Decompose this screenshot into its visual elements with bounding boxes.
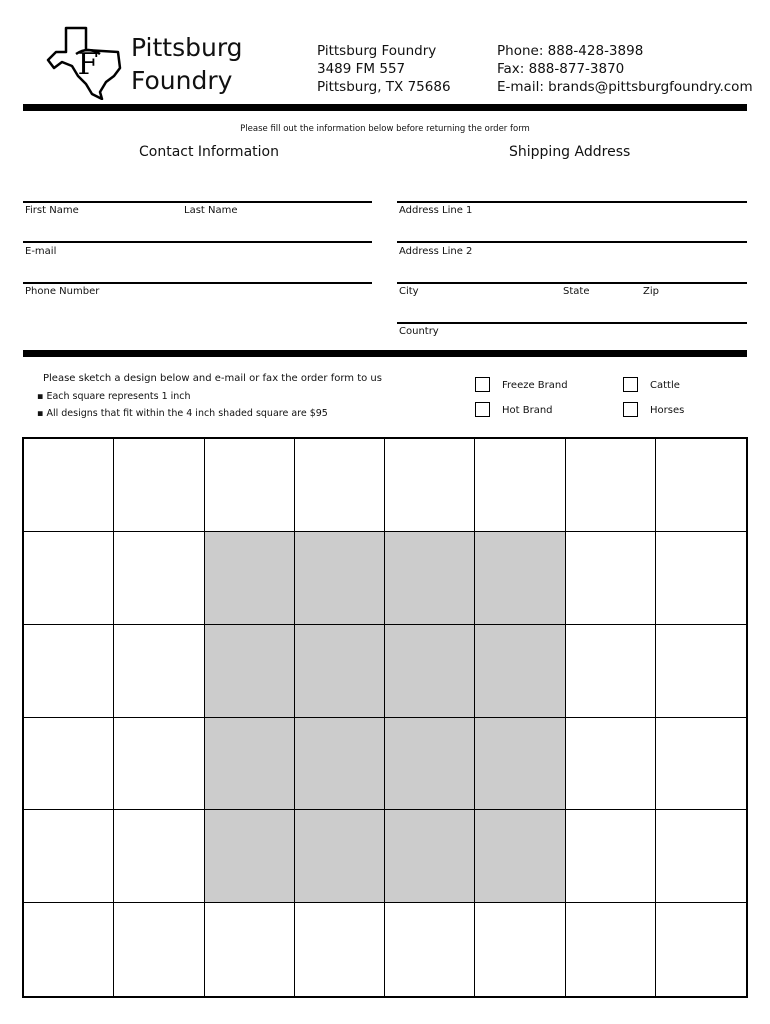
grid-cell[interactable] <box>295 903 385 996</box>
grid-cell-shaded[interactable] <box>475 532 565 625</box>
logo-text-line2: Foundry <box>131 66 233 95</box>
grid-cell-shaded[interactable] <box>205 532 295 625</box>
section-divider <box>23 350 747 357</box>
grid-cell[interactable] <box>24 439 114 532</box>
logo-text-line1: Pittsburg <box>131 33 243 62</box>
grid-cell[interactable] <box>114 718 204 811</box>
grid-cell[interactable] <box>24 903 114 996</box>
first-name-label: First Name <box>25 205 79 216</box>
grid-cell-shaded[interactable] <box>475 718 565 811</box>
grid-cell[interactable] <box>114 532 204 625</box>
grid-cell[interactable] <box>24 532 114 625</box>
address-line1-label: Address Line 1 <box>399 205 473 216</box>
texas-logo-icon <box>46 24 128 100</box>
grid-cell[interactable] <box>114 903 204 996</box>
grid-cell[interactable] <box>295 439 385 532</box>
address-line2-label: Address Line 2 <box>399 246 473 257</box>
company-street: 3489 FM 557 <box>317 61 406 77</box>
grid-cell-shaded[interactable] <box>385 810 475 903</box>
grid-cell[interactable] <box>24 625 114 718</box>
state-label: State <box>563 286 590 297</box>
grid-cell[interactable] <box>114 625 204 718</box>
hot-brand-checkbox[interactable] <box>475 402 490 417</box>
hot-brand-label: Hot Brand <box>502 405 553 416</box>
grid-cell-shaded[interactable] <box>295 532 385 625</box>
freeze-brand-checkbox[interactable] <box>475 377 490 392</box>
grid-cell[interactable] <box>566 625 656 718</box>
grid-cell[interactable] <box>205 903 295 996</box>
zip-label: Zip <box>643 286 659 297</box>
country-field-line[interactable] <box>397 322 747 324</box>
city-state-zip-field-line[interactable] <box>397 282 747 284</box>
horses-checkbox[interactable] <box>623 402 638 417</box>
cattle-checkbox[interactable] <box>623 377 638 392</box>
freeze-brand-label: Freeze Brand <box>502 380 568 391</box>
grid-cell[interactable] <box>656 810 746 903</box>
header-divider <box>23 104 747 111</box>
bullet-item: ▪ All designs that fit within the 4 inch shaded square are $95 <box>37 408 328 419</box>
name-field-line[interactable] <box>23 201 372 203</box>
grid-cell[interactable] <box>566 532 656 625</box>
email-label: E-mail <box>25 246 57 257</box>
form-instruction-note: Please fill out the information below before returning the order form <box>240 124 530 134</box>
grid-cell[interactable] <box>566 439 656 532</box>
grid-cell[interactable] <box>566 810 656 903</box>
grid-cell-shaded[interactable] <box>295 625 385 718</box>
grid-cell[interactable] <box>656 903 746 996</box>
address1-field-line[interactable] <box>397 201 747 203</box>
grid-cell[interactable] <box>566 903 656 996</box>
grid-cell[interactable] <box>385 439 475 532</box>
grid-cell[interactable] <box>656 532 746 625</box>
company-fax: Fax: 888-877-3870 <box>497 61 625 77</box>
horses-label: Horses <box>650 405 685 416</box>
company-phone: Phone: 888-428-3898 <box>497 43 644 59</box>
grid-cell-shaded[interactable] <box>475 625 565 718</box>
design-instruction: Please sketch a design below and e-mail or fax the order form to us <box>43 373 382 384</box>
city-label: City <box>399 286 419 297</box>
grid-cell[interactable] <box>475 439 565 532</box>
grid-cell[interactable] <box>24 810 114 903</box>
grid-cell[interactable] <box>656 625 746 718</box>
email-field-line[interactable] <box>23 241 372 243</box>
grid-cell[interactable] <box>475 903 565 996</box>
last-name-label: Last Name <box>184 205 238 216</box>
svg-text:F: F <box>77 47 99 82</box>
phone-label: Phone Number <box>25 286 100 297</box>
grid-cell-shaded[interactable] <box>385 532 475 625</box>
grid-cell[interactable] <box>114 810 204 903</box>
bullet-item: ▪ Each square represents 1 inch <box>37 391 191 402</box>
contact-section-title: Contact Information <box>139 144 279 160</box>
grid-cell-shaded[interactable] <box>295 810 385 903</box>
grid-cell[interactable] <box>656 718 746 811</box>
grid-cell-shaded[interactable] <box>385 718 475 811</box>
grid-cell[interactable] <box>24 718 114 811</box>
grid-cell[interactable] <box>205 439 295 532</box>
company-email: E-mail: brands@pittsburgfoundry.com <box>497 79 753 95</box>
grid-cell[interactable] <box>656 439 746 532</box>
grid-cell-shaded[interactable] <box>205 625 295 718</box>
company-name: Pittsburg Foundry <box>317 43 437 59</box>
design-sketch-grid[interactable] <box>22 437 748 998</box>
country-label: Country <box>399 326 439 337</box>
company-city: Pittsburg, TX 75686 <box>317 79 451 95</box>
grid-cell-shaded[interactable] <box>205 810 295 903</box>
grid-cell[interactable] <box>114 439 204 532</box>
grid-cell[interactable] <box>566 718 656 811</box>
phone-field-line[interactable] <box>23 282 372 284</box>
grid-cell-shaded[interactable] <box>205 718 295 811</box>
grid-cell-shaded[interactable] <box>475 810 565 903</box>
shipping-section-title: Shipping Address <box>509 144 631 160</box>
grid-cell-shaded[interactable] <box>385 625 475 718</box>
grid-cell[interactable] <box>385 903 475 996</box>
address2-field-line[interactable] <box>397 241 747 243</box>
cattle-label: Cattle <box>650 380 680 391</box>
grid-cell-shaded[interactable] <box>295 718 385 811</box>
